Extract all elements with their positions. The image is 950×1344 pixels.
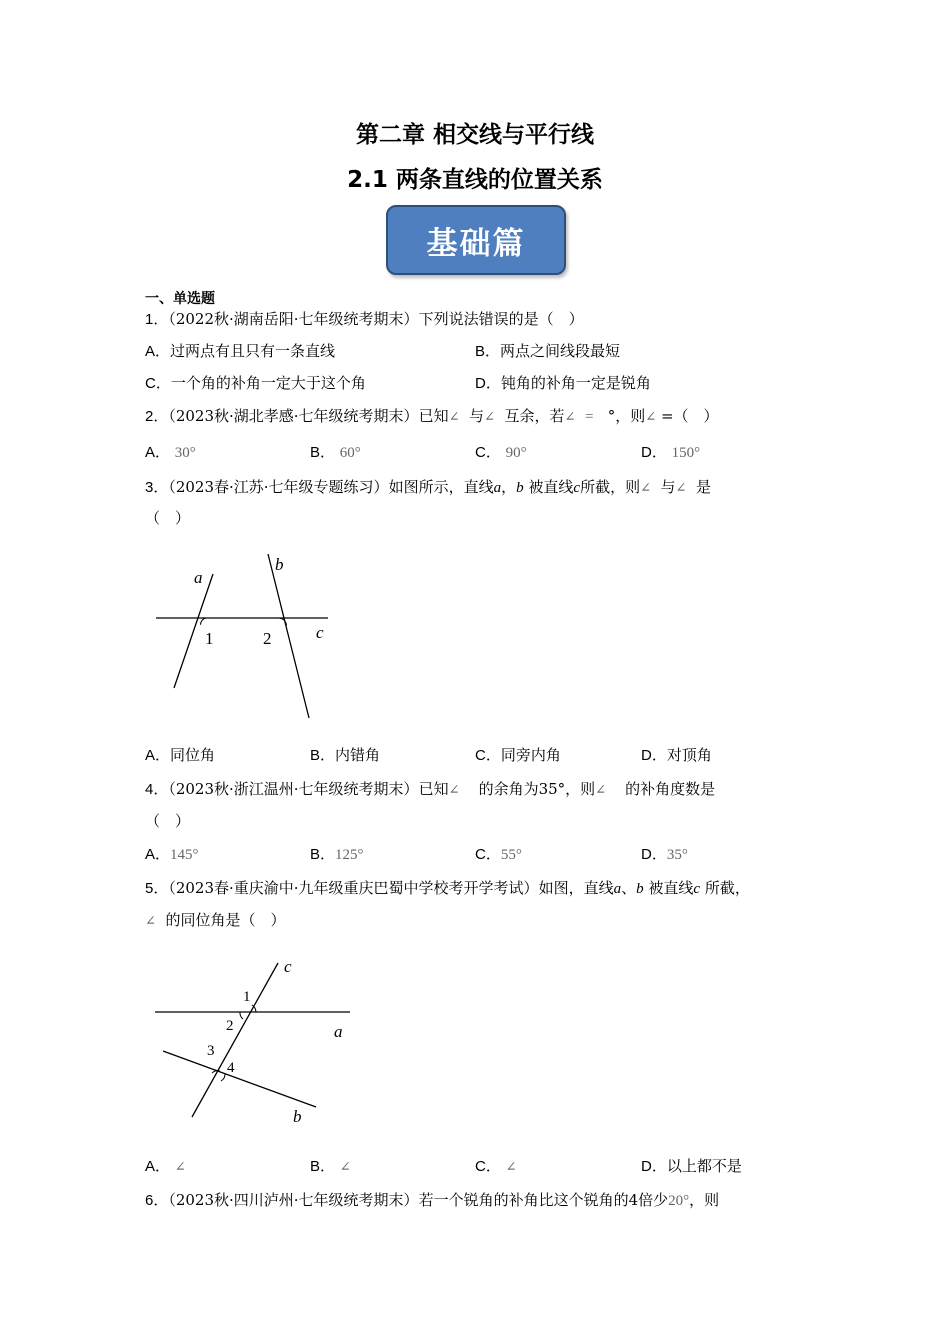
angle-arc-left (240, 1012, 243, 1019)
question-text: 下列说法错误的是（ ） (418, 310, 584, 328)
angle-1-arc (201, 618, 207, 625)
option-a: A．过两点有且只有一条直线 (145, 342, 336, 360)
level-badge: 基础篇 (386, 205, 566, 275)
option-d: D．对顶角 (641, 746, 712, 764)
question-number: 1． (145, 311, 169, 328)
label-2: 2 (226, 1018, 234, 1034)
label-c: c (316, 623, 324, 642)
option-a: A．145° (145, 846, 199, 863)
option-b: B．两点之间线段最短 (475, 342, 621, 360)
label-a: a (334, 1022, 343, 1041)
question-source: （2022秋·湖南岳阳·七年级统考期末） (168, 310, 419, 328)
question-1 (145, 308, 584, 329)
section-title: 2.1 两条直线的位置关系 (347, 167, 603, 193)
chapter-title: 第二章 相交线与平行线 (355, 122, 594, 148)
option-b: B． ∠ (310, 1158, 351, 1175)
option-b: B．125° (310, 846, 364, 863)
question-5-line2: ∠ 的同位角是（ ） (145, 911, 286, 929)
option-b: B．内错角 (310, 746, 381, 764)
question-5: 5．（2023春·重庆渝中·九年级重庆巴蜀中学校考开学考试）如图，直线a、b 被直线c 所截， (145, 879, 750, 897)
label-2: 2 (263, 629, 272, 648)
question-6: 6．（2023秋·四川泸州·七年级统考期末）若一个锐角的补角比这个锐角的4倍少20°，则 (145, 1191, 720, 1209)
option-d: D． 150° (641, 444, 701, 461)
label-4: 4 (227, 1060, 235, 1076)
answer-paren: （ ） (145, 509, 191, 527)
question-2: 2．（2023秋·湖北孝感·七年级统考期末）已知∠ 与∠ 互余，若∠ = °，则∠ =（ ） (145, 407, 719, 425)
option-c: C．同旁内角 (475, 746, 561, 764)
option-d: D．以上都不是 (641, 1157, 742, 1175)
option-b: B． 60° (310, 444, 361, 461)
angle-arc-4 (221, 1074, 225, 1081)
question-3: 3．（2023春·江苏·七年级专题练习）如图所示，直线a，b 被直线c所截，则∠ 与∠ 是 (145, 478, 712, 496)
option-c: C． 90° (475, 444, 527, 461)
line-b (268, 554, 309, 718)
option-d: D．35° (641, 846, 688, 863)
option-a: A． ∠ (145, 1158, 186, 1175)
label-a: a (194, 568, 203, 587)
figure-q5 (150, 955, 360, 1130)
option-c: C． ∠ (475, 1158, 517, 1175)
line-b (163, 1051, 316, 1107)
label-b: b (275, 555, 284, 574)
option-a: A．同位角 (145, 746, 216, 764)
label-1: 1 (205, 629, 214, 648)
label-1: 1 (243, 989, 251, 1005)
figure-q3 (150, 550, 340, 725)
option-d: D．钝角的补角一定是锐角 (475, 374, 651, 392)
line-c (192, 963, 278, 1117)
option-c: C．一个角的补角一定大于这个角 (145, 374, 366, 392)
part-heading: 一、单选题 (145, 291, 215, 307)
label-c: c (284, 957, 292, 976)
option-a: A． 30° (145, 444, 196, 461)
answer-paren: （ ） (145, 812, 191, 830)
label-b: b (293, 1107, 302, 1126)
option-c: C．55° (475, 846, 522, 863)
label-3: 3 (207, 1043, 215, 1059)
question-4: 4．（2023秋·浙江温州·七年级统考期末）已知∠ 的余角为35°，则∠ 的补角度数是 (145, 780, 716, 798)
